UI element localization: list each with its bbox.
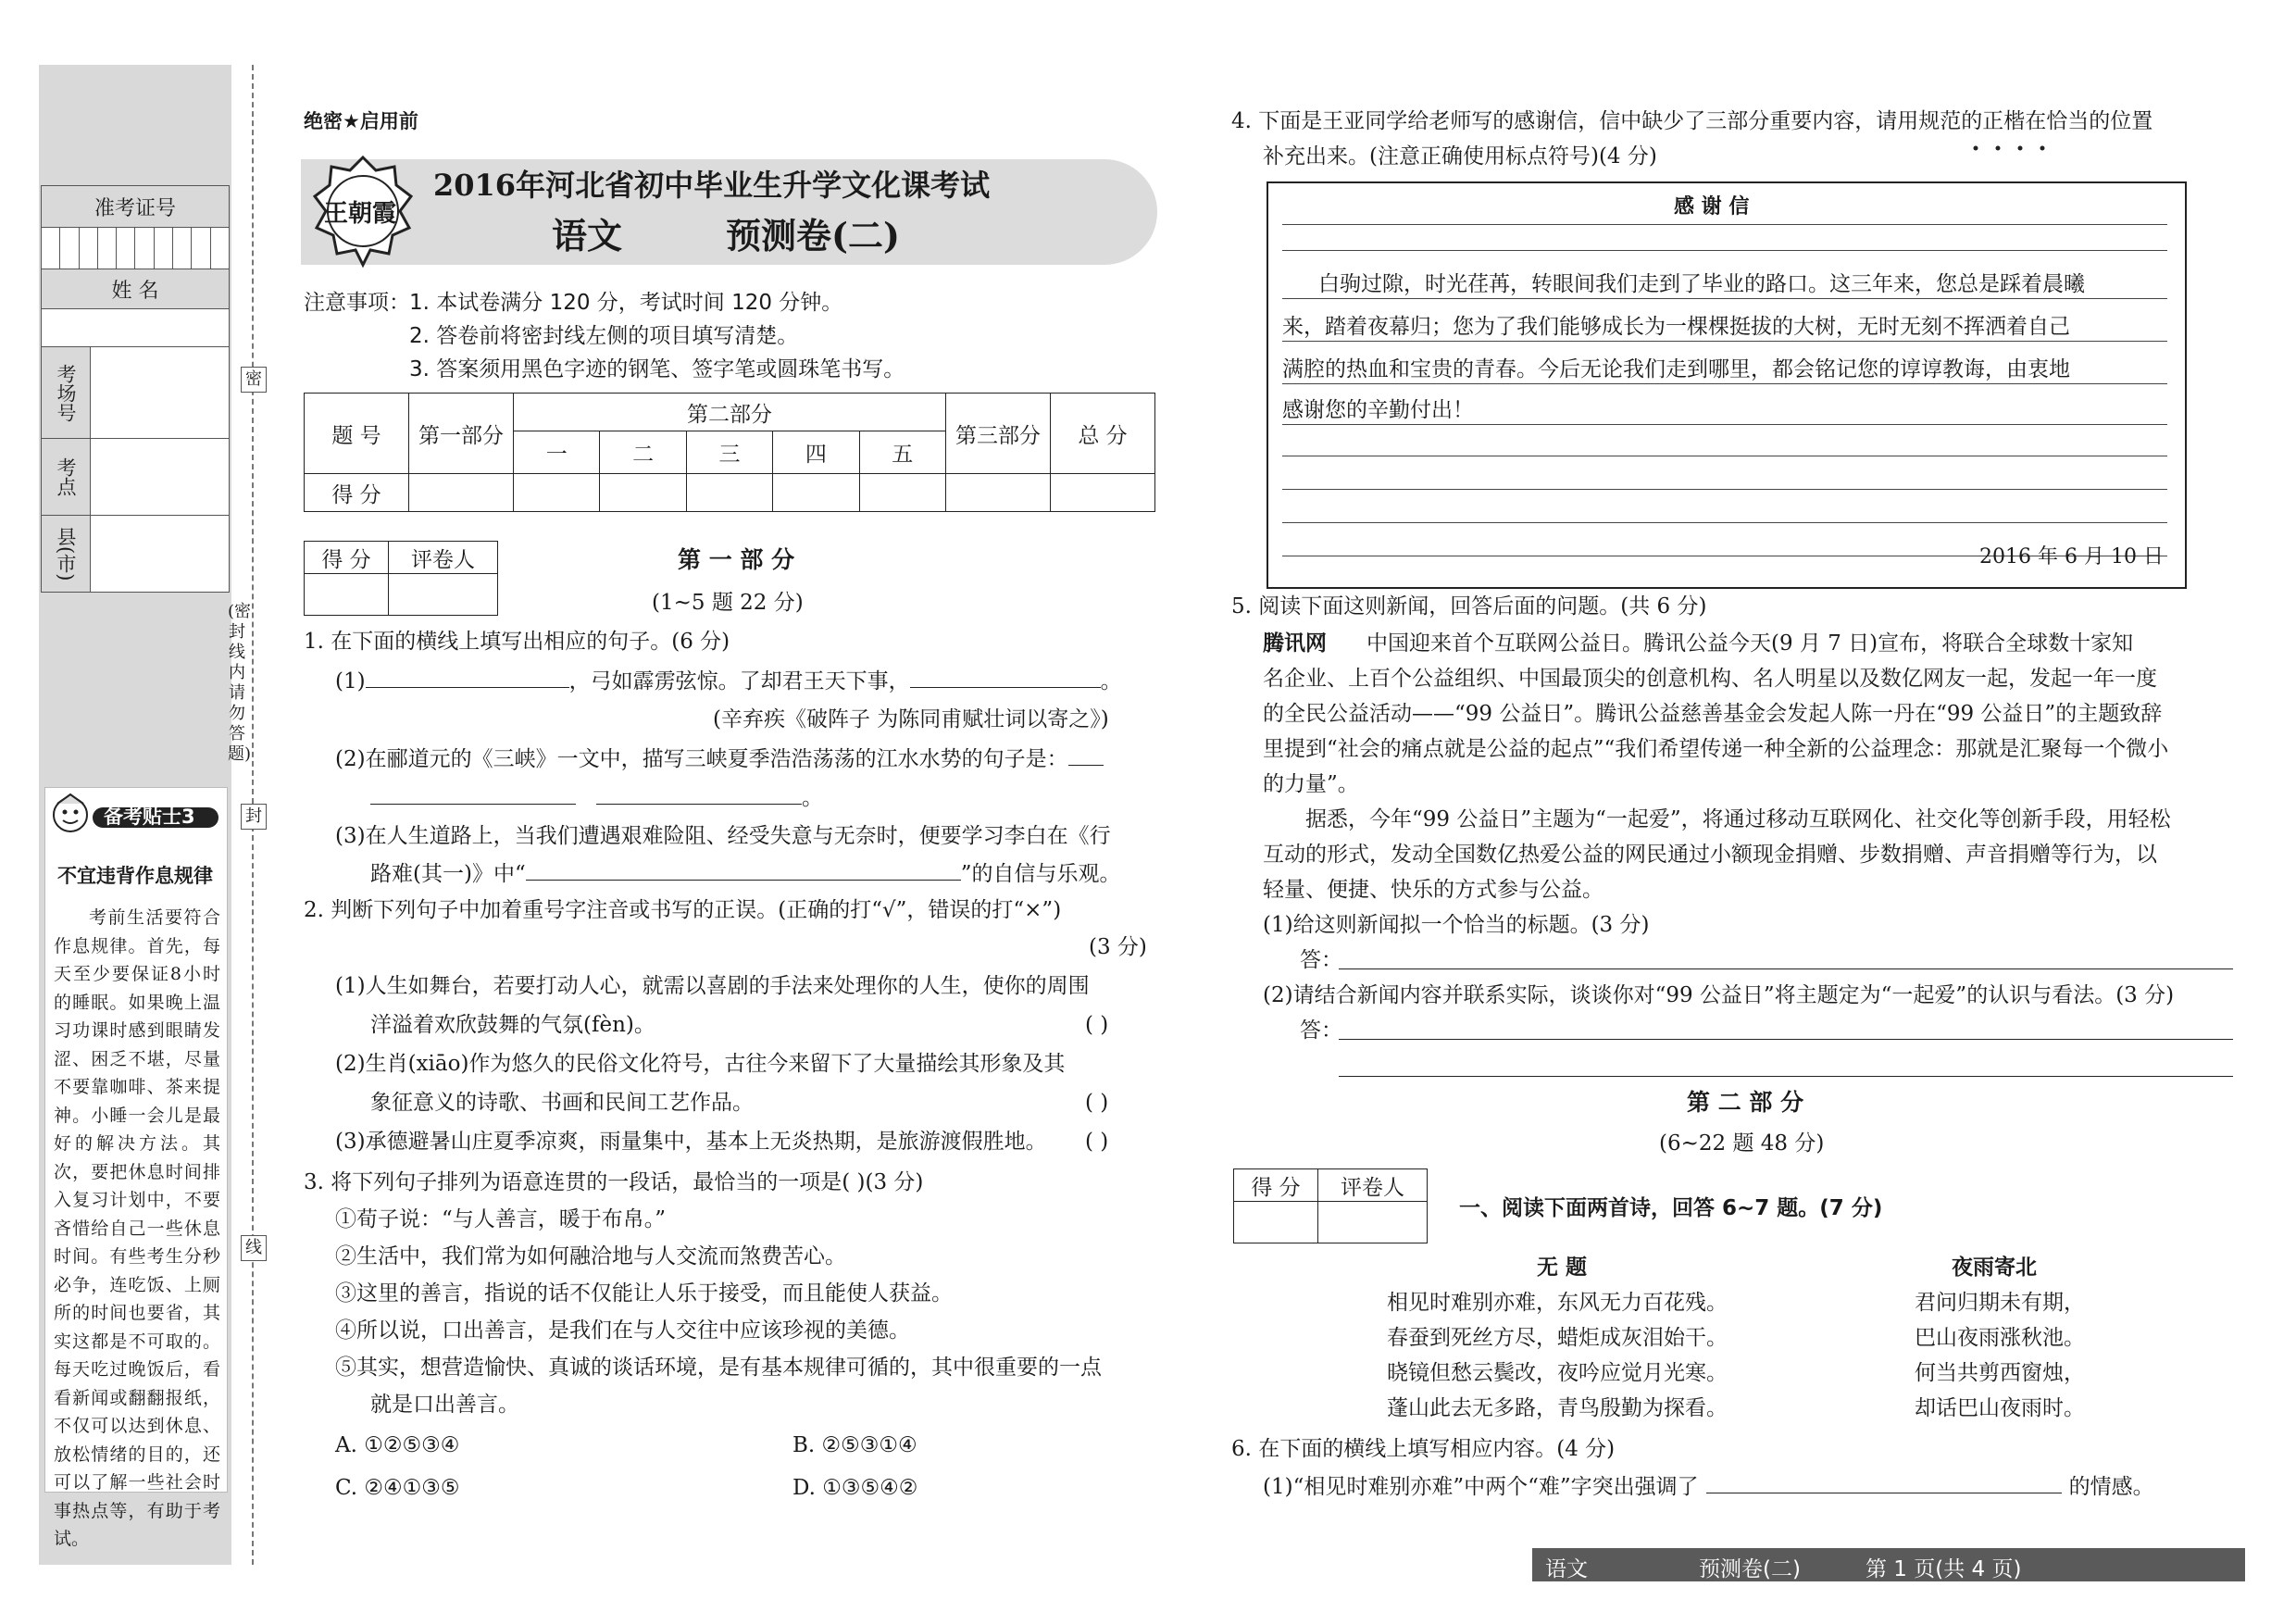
q3-option-c[interactable]: C. ②④①③⑤ (335, 1476, 460, 1500)
q3-option-a[interactable]: A. ①②⑤③④ (335, 1433, 460, 1457)
notice-item-2: 2. 答卷前将密封线左侧的项目填写清楚。 (409, 324, 799, 348)
footer-paper: 预测卷(二) (1699, 1557, 1801, 1581)
tip-heading-text: 备考贴士3 (104, 806, 195, 828)
q5-source: 腾讯网 (1263, 631, 1327, 656)
logo-text: 王朝霞 (324, 200, 397, 228)
q3-item-2: ②生活中，我们常为如何融洽地与人交流而煞费苦心。 (335, 1244, 846, 1268)
footer-page: 第 1 页(共 4 页) (1866, 1557, 2022, 1581)
poem2-line-3: 何当共剪西窗烛， (1915, 1361, 2085, 1385)
notice-label: 注意事项： (304, 291, 410, 315)
score-cell[interactable] (514, 474, 600, 512)
grader-table-part2 (1233, 1168, 1428, 1243)
seal-char-xian: 线 (241, 1235, 267, 1261)
q2-answer-3[interactable]: ( ) (1085, 1130, 1109, 1154)
letter-line-1: 白驹过隙，时光荏苒，转眼间我们走到了毕业的路口。这三年来，您总是踩着晨曦 (1318, 272, 2085, 296)
q5-para2-line1: 据悉，今年“99 公益日”主题为“一起爱”，将通过移动互联网化、社交化等创新手段，用轻松 (1305, 807, 2171, 831)
q4-stem-line2: 补充出来。(注意正确使用标点符号)(4 分) (1263, 144, 1657, 169)
q1-blank-5[interactable] (596, 783, 802, 805)
grader-score-cell[interactable] (305, 574, 389, 616)
q3-item-1: ①荀子说：“与人善言，暖于布帛。” (335, 1207, 667, 1231)
q5-sub2: (2)请结合新闻内容并联系实际，谈谈你对“99 公益日”将主题定为“一起爱”的认识与看法。(3 分) (1263, 983, 2175, 1007)
q3-option-b[interactable]: B. ②⑤③①④ (792, 1433, 917, 1457)
q3-item-5-line2: 就是口出善言。 (370, 1393, 519, 1417)
tip-heading (46, 789, 224, 844)
poem1-line-3: 晓镜但愁云鬓改，夜吟应觉月光寒。 (1387, 1361, 1728, 1385)
exam-room-field[interactable] (91, 347, 230, 439)
score-cell[interactable] (686, 474, 772, 512)
part2-sub-5: 五 (859, 431, 945, 474)
q2-s1: (1)人生如舞台，若要打动人心，就需以喜剧的手法来处理你的人生，使你的周围 (335, 974, 1090, 998)
exam-room-label: 考场号 (42, 347, 91, 439)
q5-stem: 5. 阅读下面这则新闻，回答后面的问题。(共 6 分) (1231, 594, 1707, 619)
poem2-line-2: 巴山夜雨涨秋池。 (1915, 1326, 2085, 1350)
grader-score-label: 得 分 (1234, 1169, 1318, 1202)
poem1-line-4: 蓬山此去无多路，青鸟殷勤为探看。 (1387, 1396, 1728, 1420)
name-label: 姓 名 (42, 269, 230, 309)
part2-range: (6~22 题 48 分) (1659, 1131, 1825, 1156)
q2-s2: (2)生肖(xiāo)作为悠久的民俗文化符号，古往今来留下了大量描绘其形象及其 (335, 1052, 1066, 1076)
total-header: 总 分 (1051, 394, 1155, 474)
county-label: 县(市) (42, 516, 91, 593)
candidate-number-grid[interactable] (42, 228, 230, 269)
county-field[interactable] (91, 516, 230, 593)
grader-score-label: 得 分 (305, 542, 389, 574)
letter-title: 感 谢 信 (1674, 195, 1750, 219)
grader-name-cell[interactable] (389, 574, 498, 616)
part2-sub-4: 四 (773, 431, 859, 474)
seal-char-feng: 封 (241, 804, 267, 830)
seal-note: (密封线内请勿答题) (228, 602, 252, 764)
q2-answer-1[interactable]: ( ) (1085, 1013, 1109, 1037)
part1-range: (1~5 题 22 分) (652, 591, 804, 615)
part1-header: 第一部分 (409, 394, 514, 474)
score-cell[interactable] (946, 474, 1051, 512)
q1-s2-line2: 。 (370, 783, 823, 812)
grader-score-cell[interactable] (1234, 1202, 1318, 1243)
q5-para1-line5: 的力量”。 (1263, 772, 1359, 796)
poem2-line-1: 君问归期未有期， (1915, 1291, 2085, 1315)
thank-you-letter (1267, 181, 2187, 589)
poem1-title: 无 题 (1537, 1256, 1588, 1280)
exam-location-table (41, 346, 230, 593)
q6-s1: (1)“相见时难别亦难”中两个“难”字突出强调了 的情感。 (1263, 1472, 2154, 1501)
letter-line-3: 满腔的热血和宝贵的青春。今后无论我们走到哪里，都会铭记您的谆谆教诲，由衷地 (1282, 357, 2070, 381)
letter-line-2: 来，踏着夜幕归；您为了我们能够成长为一棵棵挺拔的大树，无时无刻不挥洒着自己 (1282, 315, 2070, 339)
exam-paper: 预测卷(二) (726, 215, 900, 256)
q1-blank-6[interactable] (526, 859, 961, 881)
defen-label: 得 分 (305, 474, 409, 512)
page-footer (1532, 1548, 2245, 1581)
letter-line[interactable] (1282, 522, 2167, 523)
q5-para2-line3: 轻量、便捷、快乐的方式参与公益。 (1263, 878, 1603, 902)
secret-mark: 绝密★启用前 (304, 110, 418, 132)
q6-blank-1[interactable] (1706, 1472, 2062, 1493)
score-cell[interactable] (409, 474, 514, 512)
part2-sub-2: 二 (600, 431, 686, 474)
q3-item-5: ⑤其实，想营造愉快、真诚的谈话环境，是有基本规律可循的，其中很重要的一点 (335, 1356, 1102, 1380)
q5-para1-line2: 名企业、上百个公益组织、中国最顶尖的创意机构、名人明星以及数亿网友一起，发起一年一度 (1263, 667, 2157, 691)
q2-s1-line2: 洋溢着欢欣鼓舞的气氛(fèn)。 (370, 1013, 655, 1037)
letter-line[interactable] (1282, 489, 2167, 490)
logo (311, 154, 415, 269)
q2-stem: 2. 判断下列句子中加着重号字注音或书写的正误。(正确的打“√”，错误的打“×”) (304, 898, 1062, 922)
letter-line[interactable] (1282, 250, 2167, 251)
q4-stem: 4. 下面是王亚同学给老师写的感谢信，信中缺少了三部分重要内容，请用规范的正楷在恰当的位置 (1231, 109, 2153, 133)
letter-date: 2016 年 6 月 10 日 (1979, 545, 2164, 569)
tip-body: 考前生活要符合作息规律。首先，每天至少要保证8小时的睡眠。如果晚上温习功课时感到眼睛发涩、困乏不堪，尽量不要靠咖啡、茶来提神。小睡一会儿是最好的解决方法。其次，要把休息时间排入复习计划中，不要吝惜给自己一些休息时间。有些考生分秒必争，连吃饭、上厕所的时间也要省，其实这都是不可取的。每天吃过晚饭后，看看新闻或翻翻报纸，不仅可以达到休息、放松情绪的目的，还可以了解一些社会时事热点等，有助于考试。 (54, 907, 220, 1549)
q5-sub2-answer-line-2[interactable] (1339, 1076, 2233, 1077)
grader-name-label: 评卷人 (1318, 1169, 1428, 1202)
grader-table-part1 (304, 541, 498, 616)
grader-name-label: 评卷人 (389, 542, 498, 574)
score-cell[interactable] (859, 474, 945, 512)
q1-s3-line2: 路难(其一)》中“ ”的自信与乐观。 (370, 859, 1120, 888)
poem1-line-2: 春蚕到死丝方尽，蜡炬成灰泪始干。 (1387, 1326, 1728, 1350)
footer-subject: 语文 (1545, 1557, 1588, 1581)
emphasis-dots (1965, 137, 2057, 143)
q5-para1-line3: 的全民公益活动——“99 公益日”。腾讯公益慈善基金会发起人陈一丹在“99 公益日”的主题致辞 (1263, 702, 2163, 726)
q1-blank-2[interactable] (910, 667, 1101, 688)
part2-sub-1: 一 (514, 431, 600, 474)
score-cell[interactable] (773, 474, 859, 512)
grader-name-cell[interactable] (1318, 1202, 1428, 1243)
q5-sub1-answer-line[interactable] (1339, 968, 2233, 969)
q3-option-d[interactable]: D. ①③⑤④② (792, 1476, 918, 1500)
part1-title: 第 一 部 分 (678, 546, 795, 573)
q1-s1: (1) ，弓如霹雳弦惊。了却君王天下事， 。 (335, 667, 1122, 695)
part3-header: 第三部分 (946, 394, 1051, 474)
q3-item-4: ④所以说，口出善言，是我们在与人交往中应该珍视的美德。 (335, 1318, 910, 1343)
notice-item-1: 1. 本试卷满分 120 分，考试时间 120 分钟。 (409, 291, 843, 315)
q1-stem: 1. 在下面的横线上填写出相应的句子。(6 分) (304, 630, 730, 654)
q2-answer-2[interactable]: ( ) (1085, 1091, 1109, 1115)
candidate-number-label: 准考证号 (42, 186, 230, 228)
tip-title: 不宜违背作息规律 (57, 865, 213, 887)
q5-sub2-answer-line-1[interactable] (1339, 1039, 2233, 1040)
q3-stem: 3. 将下列句子排列为语意连贯的一段话，最恰当的一项是( )(3 分) (304, 1170, 924, 1194)
q5-sub2-answer-label: 答： (1300, 1018, 1342, 1043)
q1-s2: (2)在郦道元的《三峡》一文中，描写三峡夏季浩浩荡荡的江水水势的句子是： (335, 744, 1104, 773)
poem1-line-1: 相见时难别亦难，东风无力百花残。 (1387, 1291, 1728, 1315)
score-cell[interactable] (600, 474, 686, 512)
name-field[interactable] (42, 309, 230, 347)
part2-section1: 一、阅读下面两首诗，回答 6~7 题。(7 分) (1459, 1196, 1883, 1220)
q3-item-3: ③这里的善言，指说的话不仅能让人乐于接受，而且能使人获益。 (335, 1281, 953, 1306)
total-score-table (304, 393, 1155, 512)
exam-title: 2016年河北省初中毕业生升学文化课考试 (433, 168, 991, 203)
q5-para1-line4: 里提到“社会的痛点就是公益的起点”“我们希望传递一种全新的公益理念：那就是汇聚每一个微小 (1263, 737, 2169, 761)
part2-sub-3: 三 (686, 431, 772, 474)
poem2-line-4: 却话巴山夜雨时。 (1915, 1396, 2085, 1420)
exam-subject: 语文 (552, 215, 623, 256)
q1-blank-4[interactable] (370, 783, 576, 805)
q1-blank-3[interactable] (1068, 744, 1104, 766)
q5-sub1: (1)给这则新闻拟一个恰当的标题。(3 分) (1263, 913, 1650, 937)
q6-stem: 6. 在下面的横线上填写相应内容。(4 分) (1231, 1437, 1616, 1461)
notice-item-3: 3. 答案须用黑色字迹的钢笔、签字笔或圆珠笔书写。 (409, 357, 905, 381)
q1-blank-1[interactable] (366, 667, 569, 688)
q2-points: (3 分) (1089, 935, 1147, 959)
exam-site-label: 考点 (42, 439, 91, 516)
candidate-info-table (41, 185, 230, 347)
seal-char-mi: 密 (241, 367, 267, 393)
part2-title: 第 二 部 分 (1687, 1089, 1804, 1116)
tihao-label: 题 号 (305, 394, 409, 474)
q5-sub1-answer-label: 答： (1300, 948, 1342, 972)
poem2-title: 夜雨寄北 (1952, 1256, 2037, 1280)
score-cell[interactable] (1051, 474, 1155, 512)
q1-s3: (3)在人生道路上，当我们遭遇艰难险阻、经受失意与无奈时，便要学习李白在《行 (335, 824, 1111, 848)
letter-line-4: 感谢您的辛勤付出！ (1282, 398, 1474, 422)
exam-site-field[interactable] (91, 439, 230, 516)
q1-s1-source: (辛弃疾《破阵子 为陈同甫赋壮词以寄之》) (713, 707, 1109, 731)
part2-header: 第二部分 (514, 394, 946, 431)
q5-para2-line2: 互动的形式，发动全国数亿热爱公益的网民通过小额现金捐赠、步数捐赠、声音捐赠等行为，以 (1263, 843, 2157, 867)
q2-s2-line2: 象征意义的诗歌、书画和民间工艺作品。 (370, 1091, 754, 1115)
q2-s3: (3)承德避暑山庄夏季凉爽，雨量集中，基本上无炎热期，是旅游渡假胜地。 (335, 1130, 1047, 1154)
q5-para1-line1: 中国迎来首个互联网公益日。腾讯公益今天(9 月 7 日)宣布，将联合全球数十家知 (1366, 631, 2134, 656)
